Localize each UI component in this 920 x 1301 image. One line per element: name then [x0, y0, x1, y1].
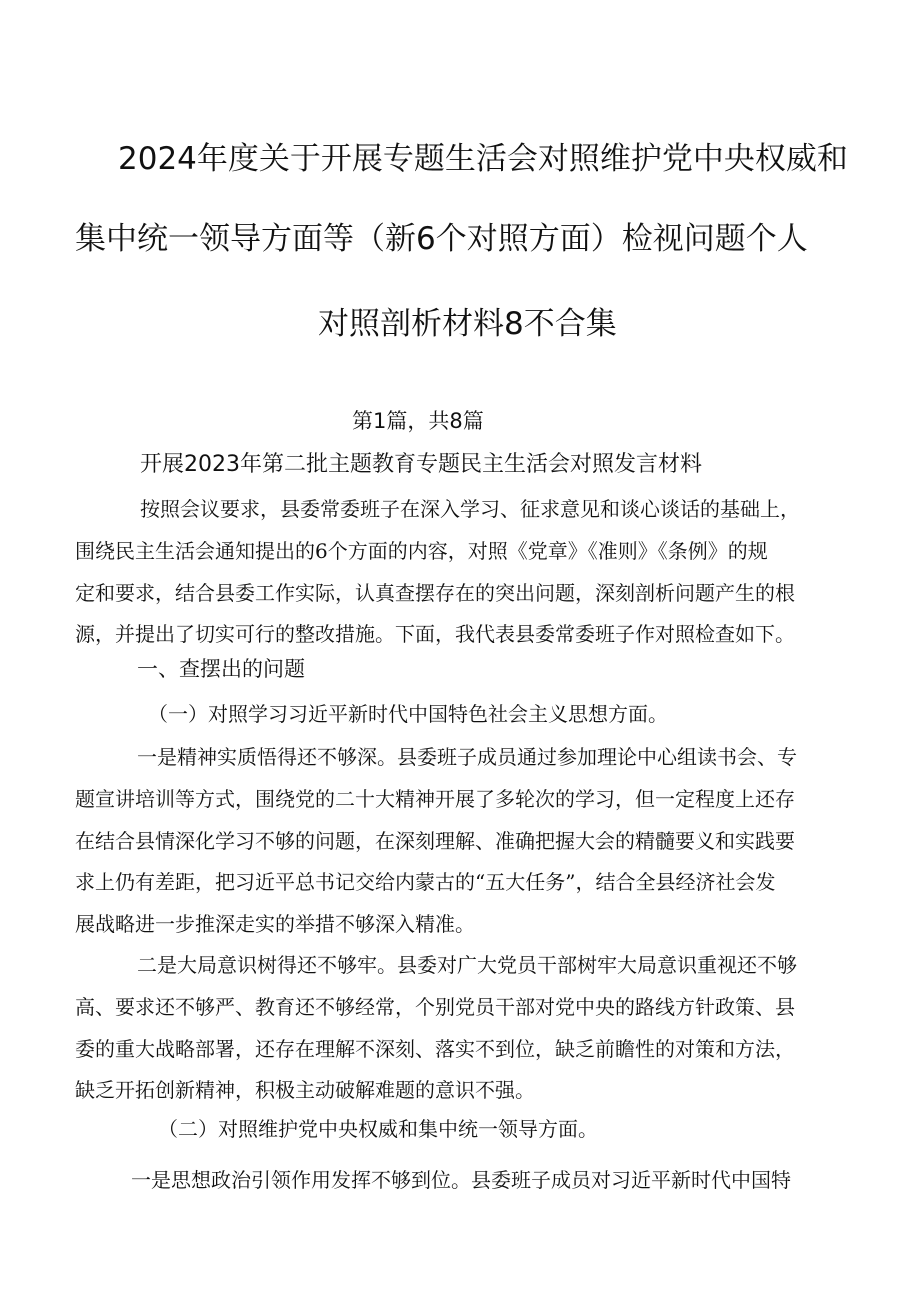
intro-line: 源，并提出了切实可行的整改措施。下面，我代表县委常委班子作对照检查如下。: [75, 622, 795, 646]
paragraph-line: 委的重大战略部署，还存在理解不深刻、落实不到位，缺乏前瞻性的对策和方法，: [75, 1037, 795, 1061]
document-title-line-3: 对照剖析材料8不合集: [318, 306, 617, 342]
document-title-line-2: 集中统一领导方面等（新6个对照方面）检视问题个人: [75, 221, 808, 257]
section-heading: 一、查摆出的问题: [137, 657, 305, 681]
intro-line: 按照会议要求，县委常委班子在深入学习、征求意见和谈心谈话的基础上，: [140, 497, 800, 521]
paragraph-line: 展战略进一步推深走实的举措不够深入精准。: [75, 912, 475, 936]
speech-title: 开展2023年第二批主题教育专题民主生活会对照发言材料: [140, 452, 702, 477]
subsection-heading: （一）对照学习习近平新时代中国特色社会主义思想方面。: [148, 702, 668, 726]
paragraph-line: 一是思想政治引领作用发挥不够到位。县委班子成员对习近平新时代中国特: [131, 1168, 791, 1192]
intro-line: 围绕民主生活会通知提出的6个方面的内容，对照《党章》《准则》《条例》的规: [75, 539, 768, 563]
paragraph-line: 二是大局意识树得还不够牢。县委对广大党员干部树牢大局意识重视还不够: [137, 953, 797, 977]
document-title-line-1: 2024年度关于开展专题生活会对照维护党中央权威和: [118, 141, 848, 177]
paragraph-line: 一是精神实质悟得还不够深。县委班子成员通过参加理论中心组读书会、专: [137, 745, 797, 769]
intro-line: 定和要求，结合县委工作实际，认真查摆存在的突出问题，深刻剖析问题产生的根: [75, 581, 795, 605]
paragraph-line: 求上仍有差距，把习近平总书记交给内蒙古的“五大任务”，结合全县经济社会发: [75, 870, 776, 894]
part-label: 第1篇，共8篇: [352, 409, 484, 433]
paragraph-line: 在结合县情深化学习不够的问题，在深刻理解、准确把握大会的精髓要义和实践要: [75, 829, 795, 853]
subsection-heading: （二）对照维护党中央权威和集中统一领导方面。: [158, 1117, 598, 1141]
paragraph-line: 题宣讲培训等方式，围绕党的二十大精神开展了多轮次的学习，但一定程度上还存: [75, 787, 795, 811]
paragraph-line: 高、要求还不够严、教育还不够经常，个别党员干部对党中央的路线方针政策、县: [75, 995, 795, 1019]
paragraph-line: 缺乏开拓创新精神，积极主动破解难题的意识不强。: [75, 1078, 535, 1102]
